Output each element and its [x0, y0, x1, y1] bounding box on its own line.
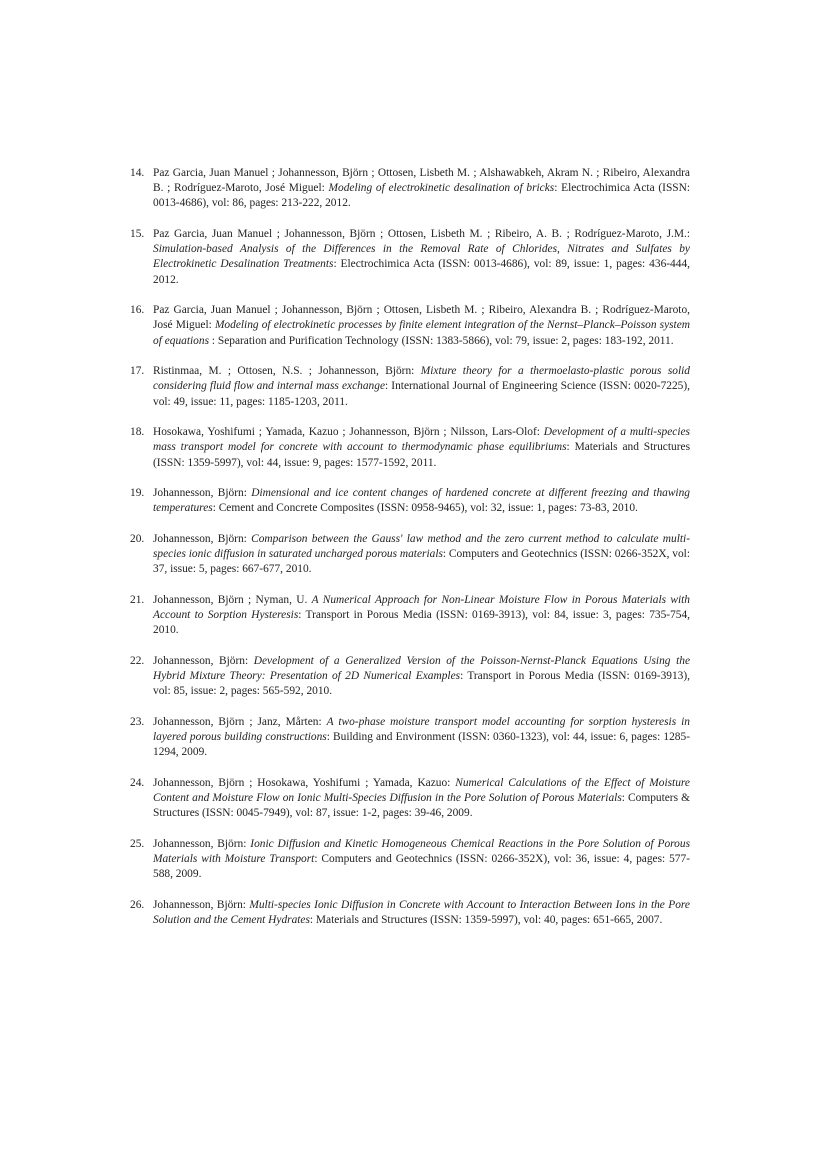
reference-item [130, 425, 690, 471]
reference-title: Mixture theory for a thermoelasto-plastic porous solid considering fluid flow and internal mass exchange [153, 365, 690, 393]
reference-item [130, 715, 690, 761]
reference-text [153, 593, 690, 639]
reference-text [153, 166, 690, 212]
reference-details: : Cement and Concrete Composites (ISSN: 0958-9465), vol: 32, issue: 1, pages: 73-83, 2010. [212, 502, 638, 515]
reference-text [153, 532, 690, 578]
reference-item [130, 654, 690, 700]
reference-number: 26. [130, 899, 145, 911]
reference-item [130, 227, 690, 288]
reference-details: : Materials and Structures (ISSN: 1359-5997), vol: 44, issue: 9, pages: 1577-1592, 2011. [153, 441, 690, 469]
reference-title: Comparison between the Gauss' law method and the zero current method to calculate multi-species ionic diffusion in saturated uncharged porous materials [153, 533, 690, 561]
reference-text [153, 837, 690, 883]
reference-title: A two-phase moisture transport model accounting for sorption hysteresis in layered porous building constructions [153, 716, 690, 744]
reference-number: 16. [130, 304, 145, 317]
reference-authors: Johannesson, Björn ; Hosokawa, Yoshifumi ; Yamada, Kazuo: [153, 777, 456, 789]
reference-authors: Paz Garcia, Juan Manuel ; Johannesson, Björn ; Ottosen, Lisbeth M. ; Ribeiro, A. B. ; Rodríguez-Maroto, J.M.: [153, 228, 690, 240]
reference-details: : Separation and Purification Technology (ISSN: 1383-5866), vol: 79, issue: 2, pages: 183-192, 2011. [209, 334, 674, 347]
reference-details: : Computers & Structures (ISSN: 0045-7949), vol: 87, issue: 1-2, pages: 39-46, 2009. [153, 792, 691, 820]
reference-text [153, 486, 690, 516]
reference-text [153, 898, 690, 928]
reference-number: 20. [130, 533, 145, 545]
reference-authors: Paz Garcia, Juan Manuel ; Johannesson, Björn ; Ottosen, Lisbeth M. ; Ribeiro, Alexandra B. ; Rodríguez-Maroto, José Miguel: [153, 304, 690, 332]
reference-details: : Transport in Porous Media (ISSN: 0169-3913), vol: 85, issue: 2, pages: 565-592, 2010. [153, 670, 690, 698]
reference-authors: Paz Garcia, Juan Manuel ; Johannesson, Björn ; Ottosen, Lisbeth M. ; Alshawabkeh, Akram N. ; Ribeiro, Alexandra B. ; Rodríguez-Maroto, José Miguel: [153, 167, 690, 195]
reference-number: 23. [130, 716, 145, 728]
reference-item [130, 303, 690, 349]
reference-text [153, 776, 690, 822]
reference-text [153, 654, 690, 700]
reference-number: 25. [130, 838, 145, 850]
reference-details: : Computers and Geotechnics (ISSN: 0266-352X, vol: 37, issue: 5, pages: 667-677, 2010. [153, 548, 691, 576]
reference-text [153, 425, 690, 471]
reference-details: : Transport in Porous Media (ISSN: 0169-3913), vol: 84, issue: 3, pages: 735-754, 2010. [153, 609, 691, 637]
reference-title: Modeling of electrokinetic desalination of bricks [328, 182, 555, 195]
reference-item [130, 532, 690, 578]
reference-item [130, 486, 690, 516]
reference-text [153, 227, 690, 288]
reference-item [130, 776, 690, 822]
reference-text [153, 303, 690, 349]
reference-authors: Johannesson, Björn: [153, 487, 252, 500]
reference-authors: Ristinmaa, M. ; Ottosen, N.S. ; Johannesson, Björn: [153, 365, 421, 378]
reference-item [130, 898, 690, 928]
reference-authors: Johannesson, Björn: [153, 655, 254, 667]
reference-title: Ionic Diffusion and Kinetic Homogeneous Chemical Reactions in the Pore Solution of Porous Materials with Moisture Transport [153, 838, 690, 866]
reference-number: 17. [130, 365, 145, 378]
reference-title: A Numerical Approach for Non-Linear Moisture Flow in Porous Materials with Account to Sorption Hysteresis [153, 594, 690, 622]
reference-text [153, 715, 690, 761]
reference-number: 21. [130, 594, 145, 606]
reference-item [130, 593, 690, 639]
reference-item [130, 166, 690, 212]
reference-number: 15. [130, 228, 145, 240]
reference-list [130, 166, 690, 944]
reference-title: Dimensional and ice content changes of hardened concrete at different freezing and thawing temperatures [153, 487, 690, 515]
reference-text [153, 364, 690, 410]
reference-details: : Electrochimica Acta (ISSN: 0013-4686), vol: 89, issue: 1, pages: 436-444, 2012. [153, 258, 690, 286]
reference-authors: Johannesson, Björn ; Janz, Mårten: [153, 716, 327, 728]
reference-authors: Johannesson, Björn: [153, 838, 251, 850]
reference-number: 24. [130, 777, 145, 789]
reference-item [130, 364, 690, 410]
reference-number: 19. [130, 487, 145, 500]
reference-number: 18. [130, 426, 145, 439]
reference-number: 22. [130, 655, 145, 667]
reference-details: : Materials and Structures (ISSN: 1359-5997), vol: 40, pages: 651-665, 2007. [309, 914, 663, 927]
reference-authors: Johannesson, Björn: [153, 533, 252, 545]
reference-title: Development of a Generalized Version of the Poisson-Nernst-Planck Equations Using the Hybrid Mixture Theory: Presentation of 2D Numerical Examples [153, 655, 690, 683]
reference-details: : Computers and Geotechnics (ISSN: 0266-352X), vol: 36, issue: 4, pages: 577-588, 2009. [153, 853, 690, 881]
reference-details: : Building and Environment (ISSN: 0360-1323), vol: 44, issue: 6, pages: 1285-1294, 2009. [153, 731, 690, 759]
reference-authors: Johannesson, Björn: [153, 899, 250, 911]
reference-number: 14. [130, 167, 145, 179]
reference-title: Simulation-based Analysis of the Differences in the Removal Rate of Chlorides, Nitrates and Sulfates by Electrokinetic Desalination Treatments [153, 243, 690, 271]
reference-authors: Hosokawa, Yoshifumi ; Yamada, Kazuo ; Johannesson, Björn ; Nilsson, Lars-Olof: [153, 426, 544, 439]
reference-title: Modeling of electrokinetic processes by finite element integration of the Nernst–Planck–Poisson system of equations [153, 319, 691, 347]
reference-details: : International Journal of Engineering Science (ISSN: 0020-7225), vol: 49, issue: 11, pages: 1185-1203, 2011. [153, 380, 690, 408]
reference-title: Numerical Calculations of the Effect of Moisture Content and Moisture Flow on Ionic Multi-Species Diffusion in the Pore Solution of Porous Materials [153, 777, 690, 805]
reference-title: Development of a multi-species mass transport model for concrete with account to thermodynamic phase equilibriums [153, 426, 690, 454]
reference-details: : Electrochimica Acta (ISSN: 0013-4686), vol: 86, pages: 213-222, 2012. [153, 182, 691, 210]
reference-authors: Johannesson, Björn ; Nyman, U. [153, 594, 312, 606]
reference-title: Multi-species Ionic Diffusion in Concrete with Account to Interaction Between Ions in the Pore Solution and the Cement Hydrates [153, 899, 690, 927]
reference-item [130, 837, 690, 883]
